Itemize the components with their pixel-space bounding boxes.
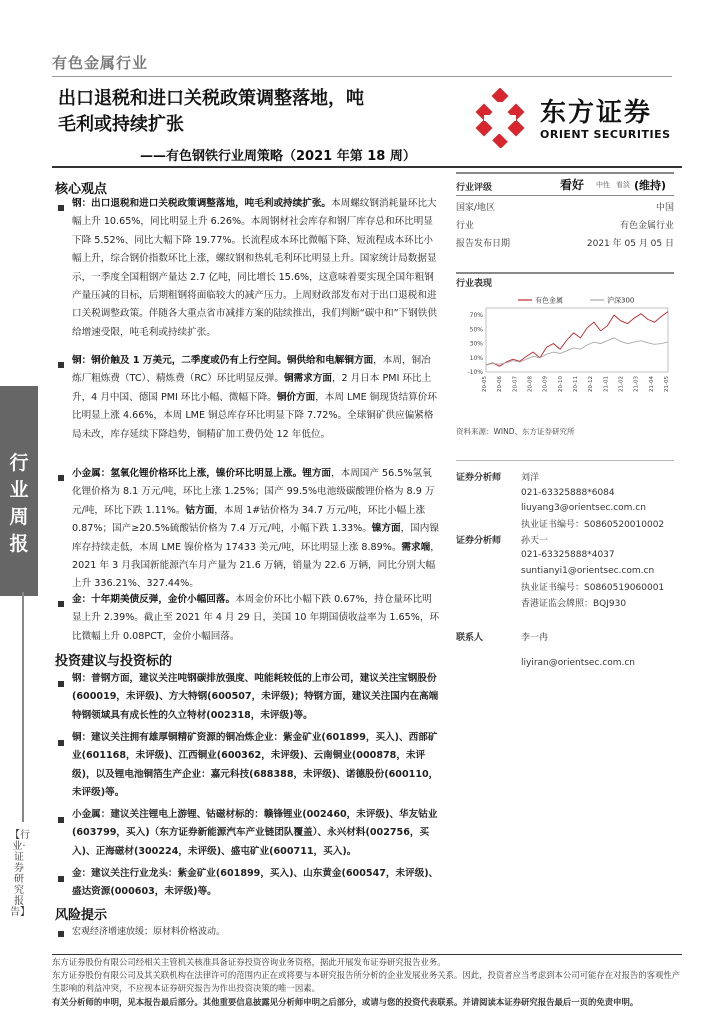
contact-name: 李一冉 — [521, 633, 549, 643]
analyst-rule — [456, 460, 674, 461]
advice-copper: 铜：建议关注拥有雄厚铜精矿资源的铜冶炼企业：紫金矿业(601899，买入)、西部矿业(601168，未评级)、江西铜业(600362，未评级)、云南铜业(000878，未评级)，以及锂电池铜箔生产企业：嘉元科技(688388，未评级)、诺德股份(600110，未评级)等。 — [72, 732, 439, 799]
legend-label: 沪深300 — [607, 296, 635, 305]
bullet — [58, 876, 64, 882]
core-cobalt: 钴方面 — [185, 504, 215, 516]
report-title — [58, 86, 438, 138]
core-demand: 需求端 — [401, 541, 431, 553]
core-gold-lead: 金：十年期美债反弹，金价小幅回落。 — [72, 594, 236, 605]
advice-heading: 投资建议与投资标的 — [55, 654, 173, 669]
rating-neutral: 中性 — [596, 181, 610, 189]
analyst-role: 证券分析师 — [456, 473, 502, 483]
core-copper-text-a: ，本周，铜冶炼厂粗炼费（TC）、精炼费（RC）环比明显反弹。 — [72, 355, 431, 385]
bullet — [58, 601, 64, 607]
bullet — [58, 475, 64, 481]
analyst-cert: 执业证书编号：S0860519060001 — [521, 583, 665, 593]
header-divider — [52, 76, 672, 77]
side-report-category: 【行业·证券研究报告】 — [10, 830, 30, 918]
side-report-type: 行业周报 — [9, 452, 29, 555]
risk-heading: 风险提示 — [55, 908, 108, 923]
x-tick-label: 20-10 — [557, 376, 564, 392]
y-tick-label: 70% — [469, 312, 483, 320]
footer-qualification: 东方证券股份有限公司经相关主管机关核准具备证券投资咨询业务资格，据此开展发布证券研究报告业务。 — [52, 957, 446, 967]
analyst-cert: 执业证书编号：S0860520010002 — [521, 520, 665, 530]
chart-source: 资料来源：WIND、东方证券研究所 — [456, 427, 575, 436]
core-steel-paragraph — [72, 195, 440, 342]
core-copper-text-b: ，2 月日本 PMI 环比上升，4 月中国、德国 PMI 环比小幅、微幅下降。 — [72, 373, 432, 403]
industry-performance-chart — [456, 290, 674, 410]
title-divider — [52, 166, 682, 168]
info-row-date — [456, 236, 674, 249]
x-tick-label: 20-08 — [527, 376, 534, 392]
core-gold-paragraph — [72, 591, 440, 646]
title-line-2: 毛利或持续扩张 — [58, 114, 184, 135]
analyst-phone: 021-63325888*6084 — [521, 488, 615, 498]
sector-label: 有色金属行业 — [52, 54, 149, 72]
y-tick-label: 10% — [469, 354, 483, 362]
y-tick-label: 50% — [469, 326, 483, 334]
risk-text: 宏观经济增速放缓；原材料价格波动。 — [72, 927, 226, 937]
series-line-csi300 — [486, 338, 668, 365]
rating-rule — [456, 195, 674, 196]
core-copper-paragraph — [72, 352, 440, 444]
analyst-hk-license: 香港证监会牌照：BQJ930 — [521, 599, 627, 609]
legend-label: 有色金属 — [535, 296, 563, 305]
analyst-phone: 021-63325888*4037 — [521, 550, 615, 560]
core-nickel: 镍方面 — [371, 523, 401, 535]
info-key: 行业 — [456, 221, 475, 231]
chart-frame — [486, 308, 668, 372]
footer-disclosure: 东方证券股份有限公司及其关联机构在法律许可的范围内正在或将要与本研究报告所分析的企业发展业务关系。因此，投资者应当考虑到本公司可能存在对报告的客观性产生影响的利益冲突，不应视本证券研究报告为作出投资决策的唯一因素。 — [52, 970, 681, 993]
footer-rule — [52, 954, 682, 955]
core-minor-metals-paragraph — [72, 465, 440, 594]
x-tick-label: 21-05 — [664, 376, 670, 392]
core-steel-lead: 钢：出口退税和进口关税政策调整落地，吨毛利或持续扩张。 — [72, 198, 332, 209]
advice-gold: 金：建议关注行业龙头：紫金矿业(601899，买入)、山东黄金(600547，未评级)、盛达资源(000603，未评级)等。 — [72, 868, 439, 898]
core-copper-price: 铜价方面 — [276, 391, 316, 403]
bullet — [58, 362, 64, 368]
core-steel-text: 本周螺纹钢消耗量环比大幅上升 10.65%，同比明显上升 6.26%。本周钢材社会库存和钢厂库存总和环比明显下降 5.52%、同比大幅下降 19.77%。长流程成本环比微幅下降、短流程成本环比小幅上升，综合钢价指数环比上涨，螺纹钢和热轧毛利环比明显上升。国家统计局数据显示，一季度全国粗钢产量达 2.7 亿吨，同比增长 15.6%，这意味着要实现全国年粗钢产量压减的目标，后期粗钢将面临较大的减产压力。上周财政部发布对于出口退税和进口关税调整政策。伴随各大重点省市减排方案的陆续推出，我们判断“碳中和”下钢铁供给增速受限，吨毛利或持续扩张。 — [72, 198, 437, 338]
x-tick-label: 20-12 — [588, 376, 595, 392]
core-lithium: 锂方面 — [302, 468, 332, 479]
bullet — [58, 681, 64, 687]
core-copper-demand: 铜需求方面 — [283, 373, 332, 385]
x-tick-label: 20-06 — [497, 376, 504, 392]
chart-top-rule — [456, 272, 674, 274]
analyst-email[interactable]: liuyang3@orientsec.com.cn — [521, 503, 646, 513]
rating-top-rule — [456, 172, 674, 174]
contact-role: 联系人 — [456, 633, 484, 643]
core-minor-text-a: ，本周国产 56.5%氢氧化锂价格为 8.1 万元/吨，环比上涨 1.25%；国产 99.5%电池级碳酸锂价格为 8.9 万元/吨，环比下跌 1.11%。 — [72, 468, 435, 516]
info-value: 有色金属行业 — [619, 221, 674, 231]
orient-logo-icon — [470, 88, 530, 148]
footer-statement: 有关分析师的申明，见本报告最后部分。其他重要信息披露见分析师申明之后部分，或请与您的投资代表联系。并请阅读本证券研究报告最后一页的免责申明。 — [52, 997, 639, 1007]
core-minor-lead: 小金属：氢氧化锂价格环比上涨，镍价环比明显上涨。 — [72, 468, 303, 479]
core-copper-lead: 铜：铜价触及 1 万美元，二季度或仍有上行空间。 — [72, 355, 287, 366]
core-copper-supply: 铜供给和电解铜方面 — [286, 355, 374, 366]
contact-email[interactable]: liyiran@orientsec.com.cn — [521, 658, 635, 668]
analyst-name: 刘洋 — [521, 473, 540, 483]
title-line-1: 出口退税和进口关税政策调整落地，吨 — [58, 88, 364, 109]
y-tick-label: 30% — [469, 340, 483, 348]
series-line-nonferrous — [486, 312, 668, 367]
side-rule — [22, 592, 24, 822]
analyst-name: 孙天一 — [521, 536, 549, 546]
report-subtitle: ——有色钢铁行业周策略（2021 年第 18 周） — [140, 149, 416, 164]
core-minor-text-c: ，国内镍库存持续走低，本周 LME 镍价格为 17433 美元/吨，环比明显上涨 8.89%。 — [72, 523, 439, 553]
y-tick-label: -10% — [467, 369, 483, 376]
x-tick-label: 21-01 — [603, 376, 610, 392]
info-row-industry — [456, 218, 674, 231]
core-minor-text-d: ，2021 年 3 月我国新能源汽车月产量为 21.6 万辆，销量为 22.6 万辆，同比分别大幅上升 336.21%、327.44%。 — [72, 541, 440, 590]
info-key: 国家/地区 — [456, 203, 496, 213]
bullet — [58, 931, 64, 937]
logo-chinese-name: 东方证券 — [540, 98, 653, 128]
bullet — [58, 205, 64, 211]
x-tick-label: 20-05 — [482, 376, 488, 392]
info-value: 中国 — [655, 203, 674, 213]
core-heading: 核心观点 — [55, 182, 108, 197]
x-tick-label: 20-07 — [512, 376, 519, 392]
info-row-region — [456, 200, 674, 213]
bullet — [58, 740, 64, 746]
info-key: 报告发布日期 — [456, 239, 511, 249]
logo-english-name: ORIENT SECURITIES — [540, 128, 671, 141]
x-tick-label: 21-02 — [618, 376, 625, 392]
core-copper-text-c: ，本周 LME 铜现货结算价环比明显上涨 4.66%，本周 LME 铜总库存环比明显下降 7.72%。全球铜矿供应偏紧格局未改，库存延续下降趋势，铜精矿加工费仍处 12 年低位。 — [72, 391, 437, 440]
rating-keep: (维持) — [634, 179, 667, 192]
core-minor-text-b: ，本周 1#钴价格为 34.7 万元/吨，环比小幅上涨 0.87%；国产≥20.5%硫酸钴价格为 7.4 万元/吨，小幅下跌 1.33%。 — [72, 504, 426, 535]
analyst-email[interactable]: suntianyi1@orientsec.com.cn — [521, 566, 655, 576]
rating-value: 看好 — [560, 178, 585, 192]
chart-title: 行业表现 — [456, 279, 493, 289]
x-tick-label: 21-04 — [648, 376, 655, 392]
info-value: 2021 年 05 月 05 日 — [586, 239, 674, 249]
rating-label: 行业评级 — [456, 183, 493, 193]
bullet — [58, 817, 64, 823]
x-tick-label: 21-03 — [633, 376, 640, 392]
x-tick-label: 20-11 — [573, 376, 579, 392]
analyst-role: 证券分析师 — [456, 536, 502, 546]
core-gold-text: 本周金价环比小幅下跌 0.67%，持仓量环比明显上升 2.39%。截止至 2021 年 4 月 29 日，美国 10 年期国债收益率为 1.65%，环比微幅上升 0.08PCT，金价小幅回落。 — [72, 594, 440, 642]
x-tick-label: 20-09 — [542, 376, 549, 392]
rating-bearish: 看淡 — [616, 181, 630, 189]
advice-steel: 钢：普钢方面，建议关注吨钢碳排放强度、吨能耗较低的上市公司，建议关注宝钢股份(600019，未评级)、方大特钢(600507，未评级)；特钢方面，建议关注国内在高端特钢领域具有成长性的久立特材(002318，未评级)等。 — [72, 673, 439, 721]
advice-minor-metals: 小金属：建议关注锂电上游锂、钴磁材标的：赣锋锂业(002460，未评级)、华友钴业(603799，买入)（东方证券新能源汽车产业链团队覆盖）、永兴材料(002756，买入)、正海磁材(300224，未评级)、盛屯矿业(600711，买入)。 — [72, 809, 438, 857]
